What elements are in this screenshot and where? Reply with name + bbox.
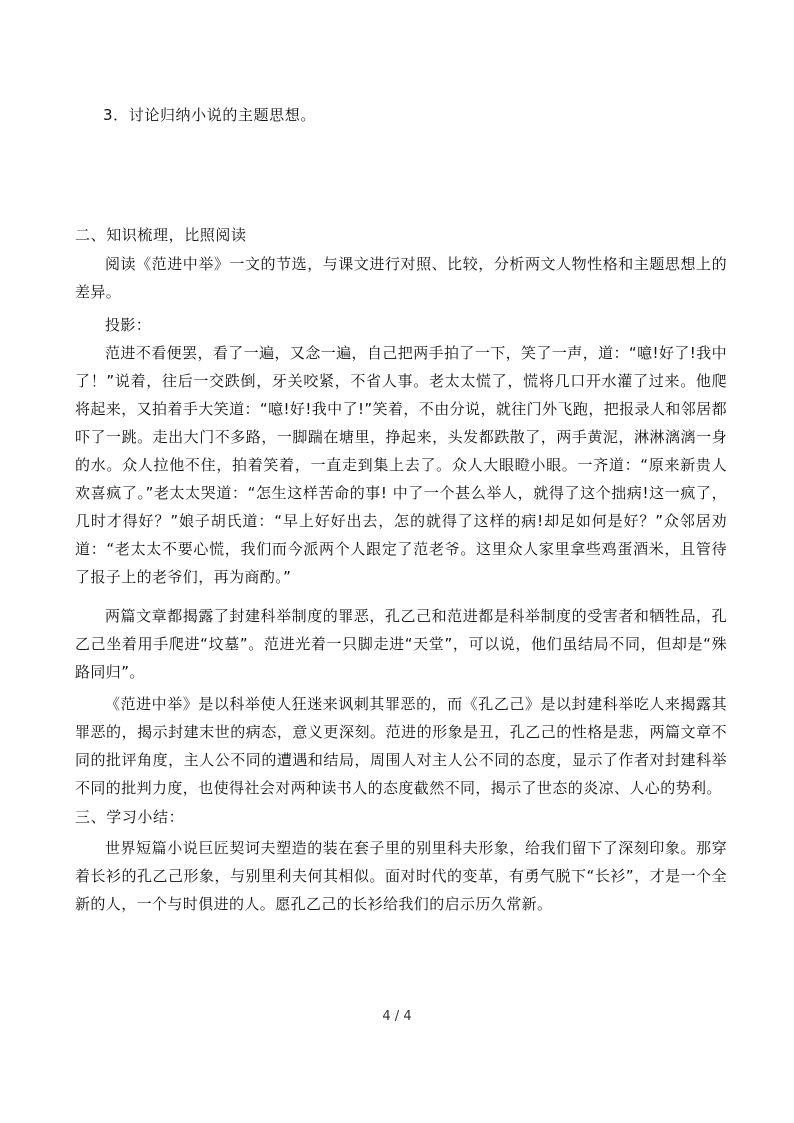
- discussion-item-3: 3．讨论归纳小说的主题思想。: [103, 106, 316, 124]
- analysis-paragraph: 《范进中举》是以科举使人狂迷来讽刺其罪恶的，而《孔乙己》是以封建科举吃人来揭露其罪恶的，揭示封建末世的病态，意义更深刻。范进的形象是丑，孔乙己的性格是悲，两篇文章不同的批评角度，主人公不同的遭遇和结局，周围人对主人公不同的态度，显示了作者对封建科举不同的批判力度，也使得社会对两种读书人的态度截然不同，揭示了世态的炎凉、人心的势利。: [75, 695, 727, 797]
- section-2-heading: 二、知识梳理，比照阅读: [75, 226, 247, 244]
- excerpt-paragraph: 范进不看便罢，看了一遍，又念一遍，自己把两手拍了一下，笑了一声，道：“噫!好了!我中了！”说着，往后一交跌倒，牙关咬紧，不省人事。老太太慌了，慌将几口开水灌了过来。他爬将起来，又拍着手大笑道：“噫!好!我中了!”笑着，不由分说，就往门外飞跑，把报录人和邻居都吓了一跳。走出大门不多路，一脚踹在塘里，挣起来，头发都跌散了，两手黄泥，淋淋漓漓一身的水。众人拉他不住，拍着笑着，一直走到集上去了。众人大眼瞪小眼。一齐道：“原来新贵人欢喜疯了。”老太太哭道：“怎生这样苦命的事! 中了一个甚么举人，就得了这个拙病!这一疯了，几时才得好？”娘子胡氏道：“早上好好出去，怎的就得了这样的病!却足如何是好？”众邻居劝道：“老太太不要心慌，我们而今派两个人跟定了范老爷。这里众人家里拿些鸡蛋酒米，且管待了报子上的老爷们，再为商酌。”: [75, 344, 727, 586]
- page-number: 4 / 4: [382, 1009, 412, 1024]
- summary-paragraph: 世界短篇小说巨匠契诃夫塑造的装在套子里的别里科夫形象，给我们留下了深刻印象。那穿着长衫的孔乙己形象，与别里利夫何其相似。面对时代的变革，有勇气脱下“长衫”，才是一个全新的人，一个与时俱进的人。愿孔乙己的长衫给我们的启示历久常新。: [75, 839, 727, 913]
- section-2-intro: 阅读《范进中举》一文的节选，与课文进行对照、比较，分析两文人物性格和主题思想上的差异。: [75, 255, 727, 301]
- section-3-heading: 三、学习小结：: [75, 808, 185, 826]
- comparison-paragraph: 两篇文章都揭露了封建科举制度的罪恶，孔乙己和范进都是科举制度的受害者和牺牲品，孔乙己坐着用手爬进“坟墓”。范进光着一只脚走进“天堂”，可以说，他们虽结局不同，但却是“殊路同归”。: [75, 607, 727, 681]
- projection-label: 投影：: [105, 316, 152, 334]
